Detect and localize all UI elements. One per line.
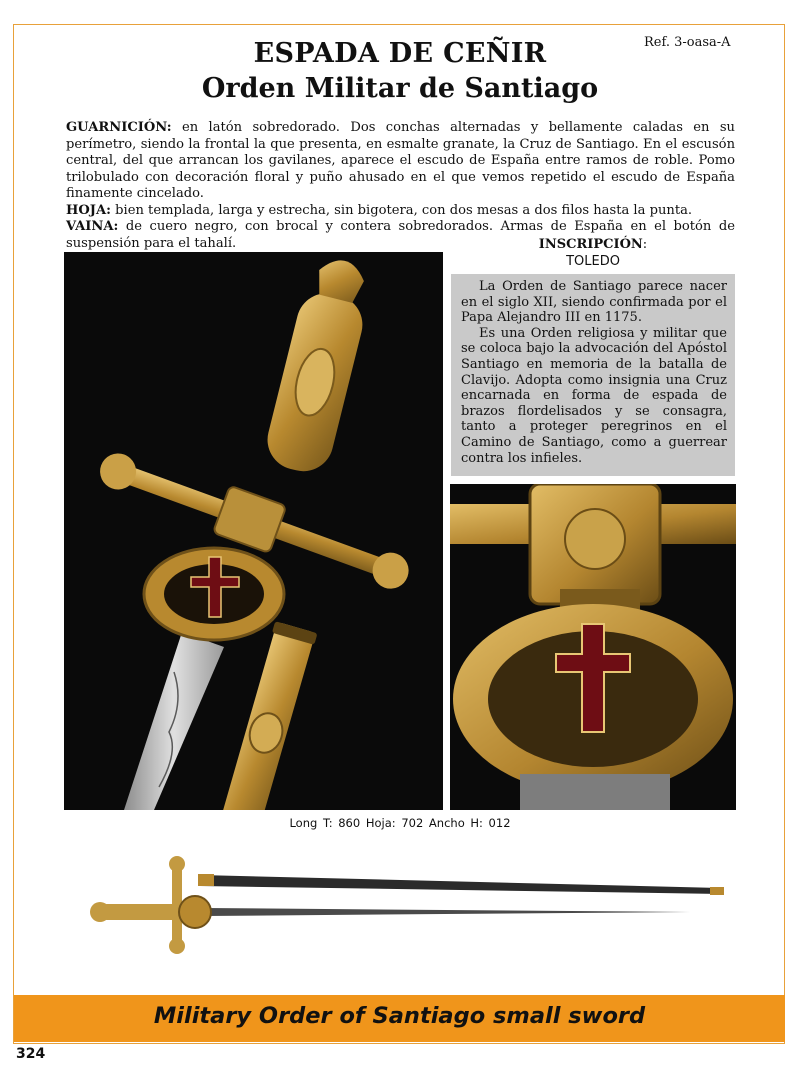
blade-length: Hoja: 702 bbox=[365, 816, 424, 830]
hoja-paragraph bbox=[66, 203, 735, 220]
inscription-label-line: INSCRIPCIÓN: bbox=[538, 237, 648, 252]
dimensions bbox=[260, 816, 540, 830]
sword-hilt-photo bbox=[64, 252, 443, 810]
guarnicion-label: GUARNICIÓN: bbox=[66, 120, 172, 135]
vaina-text: de cuero negro, con brocal y contera sobredorados. Armas de España en el botón de suspensión para el tahalí. bbox=[66, 219, 735, 251]
title-banner bbox=[14, 995, 785, 1042]
history-box bbox=[451, 274, 735, 476]
banner-text: Military Order of Santiago small sword bbox=[153, 1003, 646, 1029]
page-title: ESPADA DE CEÑIR bbox=[253, 38, 547, 69]
inscription-label: INSCRIPCIÓN bbox=[538, 237, 643, 252]
page-number: 324 bbox=[16, 1046, 46, 1062]
inscription-text: TOLEDO bbox=[566, 254, 620, 269]
hoja-text: bien templada, larga y estrecha, sin bigotera, con dos mesas a dos filos hasta la punta. bbox=[115, 202, 693, 218]
description bbox=[66, 120, 735, 252]
guarnicion-text: en latón sobredorado. Dos conchas alternadas y bellamente caladas en su perímetro, siendo la frontal la que presenta, en esmalte granate, la Cruz de Santiago. En el escusón central, del que arrancan los gavilanes, aparece el escudo de España entre ramos de roble. Pomo trilobulado con decoración floral y puño ahusado en el que vemos repetido el escudo de España finamente cincelado. bbox=[66, 120, 735, 201]
history-paragraph-1: La Orden de Santiago parece nacer en el siglo XII, siendo confirmada por el Papa Alejandro III en 1175. bbox=[461, 279, 727, 326]
history-paragraph-2: Es una Orden religiosa y militar que se coloca bajo la advocación del Apóstol Santiago en memoria de la batalla de Clavijo. Adopta como insignia una Cruz encarnada en forma de espada de brazos flordelisados y se consagra, tanto a proteger peregrinos en el Camino de Santiago, como a guerrear contra los infieles. bbox=[461, 325, 727, 466]
blade-width: Ancho H: 012 bbox=[428, 816, 511, 830]
vaina-label: VAINA: bbox=[66, 219, 119, 234]
cross-detail-photo bbox=[450, 484, 736, 810]
reference-code: Ref. 3-oasa-A bbox=[644, 35, 731, 50]
page-subtitle: Orden Militar de Santiago bbox=[201, 73, 599, 104]
long-total: Long T: 860 bbox=[289, 816, 361, 830]
hoja-label: HOJA: bbox=[66, 202, 111, 218]
full-sword-photo bbox=[80, 850, 740, 960]
guarnicion-paragraph bbox=[66, 120, 735, 203]
